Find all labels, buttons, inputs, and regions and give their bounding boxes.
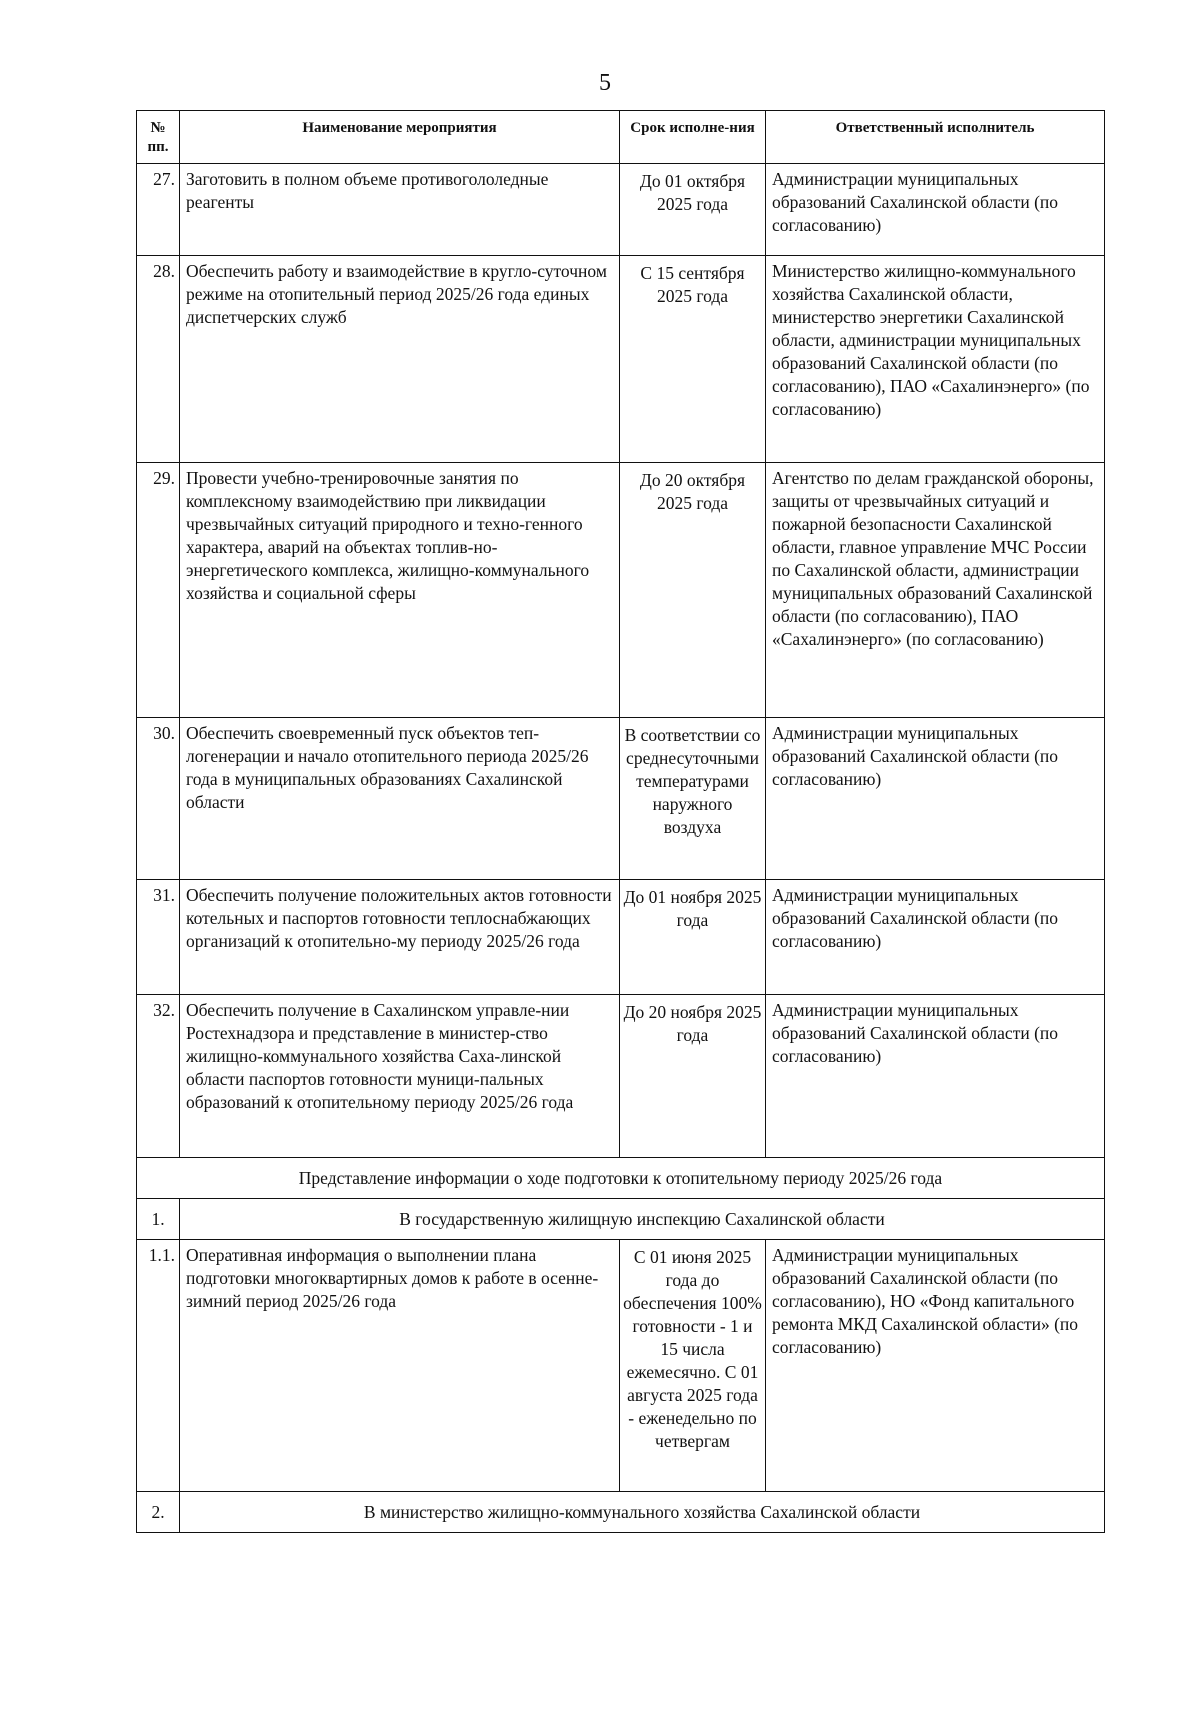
table-row: [137, 463, 1105, 718]
row-responsible: Администрации муниципальных образований Сахалинской области (по согласованию), НО «Фонд капитального ремонта МКД Сахалинской области» (по согласованию): [766, 1240, 1105, 1492]
row-name: Обеспечить получение положительных актов готовности котельных и паспортов готовности теплоснабжающих организаций к отопительно-му периоду 2025/26 года: [180, 880, 620, 995]
measures-table: [136, 110, 1105, 1533]
row-responsible: Администрации муниципальных образований Сахалинской области (по согласованию): [766, 880, 1105, 995]
row-num: 29.: [137, 463, 180, 718]
table-row: [137, 164, 1105, 256]
row-num: 32.: [137, 995, 180, 1158]
header-responsible: Ответственный исполнитель: [766, 111, 1105, 164]
section-title: Представление информации о ходе подготовки к отопительному периоду 2025/26 года: [137, 1158, 1105, 1199]
row-responsible: Министерство жилищно-коммунального хозяйства Сахалинской области, министерство энергетики Сахалинской области, администрации муниципальных образований Сахалинской области (по согласованию), ПАО «Сахалинэнерго» (по согласованию): [766, 256, 1105, 463]
row-name: Обеспечить получение в Сахалинском управле-нии Ростехнадзора и представление в министер-ство жилищно-коммунального хозяйства Саха-линской области паспортов готовности муници-пальных образований к отопительному периоду 2025/26 года: [180, 995, 620, 1158]
table-row: [137, 256, 1105, 463]
header-num: № пп.: [137, 111, 180, 164]
header-deadline: Срок исполне-ния: [620, 111, 766, 164]
row-deadline: С 01 июня 2025 года до обеспечения 100% готовности - 1 и 15 числа ежемесячно. С 01 августа 2025 года - еженедельно по четвергам: [620, 1240, 766, 1492]
subsection-num: 1.: [137, 1199, 180, 1240]
row-deadline: До 20 ноября 2025 года: [620, 995, 766, 1158]
row-num: 28.: [137, 256, 180, 463]
table-row: [137, 1240, 1105, 1492]
subsection-title: В государственную жилищную инспекцию Сахалинской области: [180, 1199, 1105, 1240]
table-header-row: [137, 111, 1105, 164]
subsection-num: 2.: [137, 1492, 180, 1533]
row-name: Заготовить в полном объеме противогололедные реагенты: [180, 164, 620, 256]
row-responsible: Агентство по делам гражданской обороны, защиты от чрезвычайных ситуаций и пожарной безопасности Сахалинской области, главное управление МЧС России по Сахалинской области, администрации муниципальных образований Сахалинской области (по согласованию), ПАО «Сахалинэнерго» (по согласованию): [766, 463, 1105, 718]
row-num: 1.1.: [137, 1240, 180, 1492]
section-row: [137, 1158, 1105, 1199]
row-num: 30.: [137, 718, 180, 880]
row-name: Провести учебно-тренировочные занятия по комплексному взаимодействию при ликвидации чрезвычайных ситуаций природного и техно-генного характера, аварий на объектах топлив-но-энергетического комплекса, жилищно-коммунального хозяйства и социальной сферы: [180, 463, 620, 718]
table-row: [137, 718, 1105, 880]
page-number: 5: [599, 70, 611, 96]
row-deadline: С 15 сентября 2025 года: [620, 256, 766, 463]
row-deadline: До 20 октября 2025 года: [620, 463, 766, 718]
row-num: 27.: [137, 164, 180, 256]
subsection-row: [137, 1492, 1105, 1533]
subsection-row: [137, 1199, 1105, 1240]
header-name: Наименование мероприятия: [180, 111, 620, 164]
row-num: 31.: [137, 880, 180, 995]
row-name: Оперативная информация о выполнении плана подготовки многоквартирных домов к работе в осенне-зимний период 2025/26 года: [180, 1240, 620, 1492]
row-deadline: До 01 ноября 2025 года: [620, 880, 766, 995]
table-row: [137, 880, 1105, 995]
row-responsible: Администрации муниципальных образований Сахалинской области (по согласованию): [766, 718, 1105, 880]
row-responsible: Администрации муниципальных образований Сахалинской области (по согласованию): [766, 164, 1105, 256]
table-row: [137, 995, 1105, 1158]
row-responsible: Администрации муниципальных образований Сахалинской области (по согласованию): [766, 995, 1105, 1158]
subsection-title: В министерство жилищно-коммунального хозяйства Сахалинской области: [180, 1492, 1105, 1533]
row-name: Обеспечить своевременный пуск объектов теп-логенерации и начало отопительного периода 2025/26 года в муниципальных образованиях Сахалинской области: [180, 718, 620, 880]
row-deadline: В соответствии со среднесуточными температурами наружного воздуха: [620, 718, 766, 880]
row-deadline: До 01 октября 2025 года: [620, 164, 766, 256]
row-name: Обеспечить работу и взаимодействие в кругло-суточном режиме на отопительный период 2025/26 года единых диспетчерских служб: [180, 256, 620, 463]
